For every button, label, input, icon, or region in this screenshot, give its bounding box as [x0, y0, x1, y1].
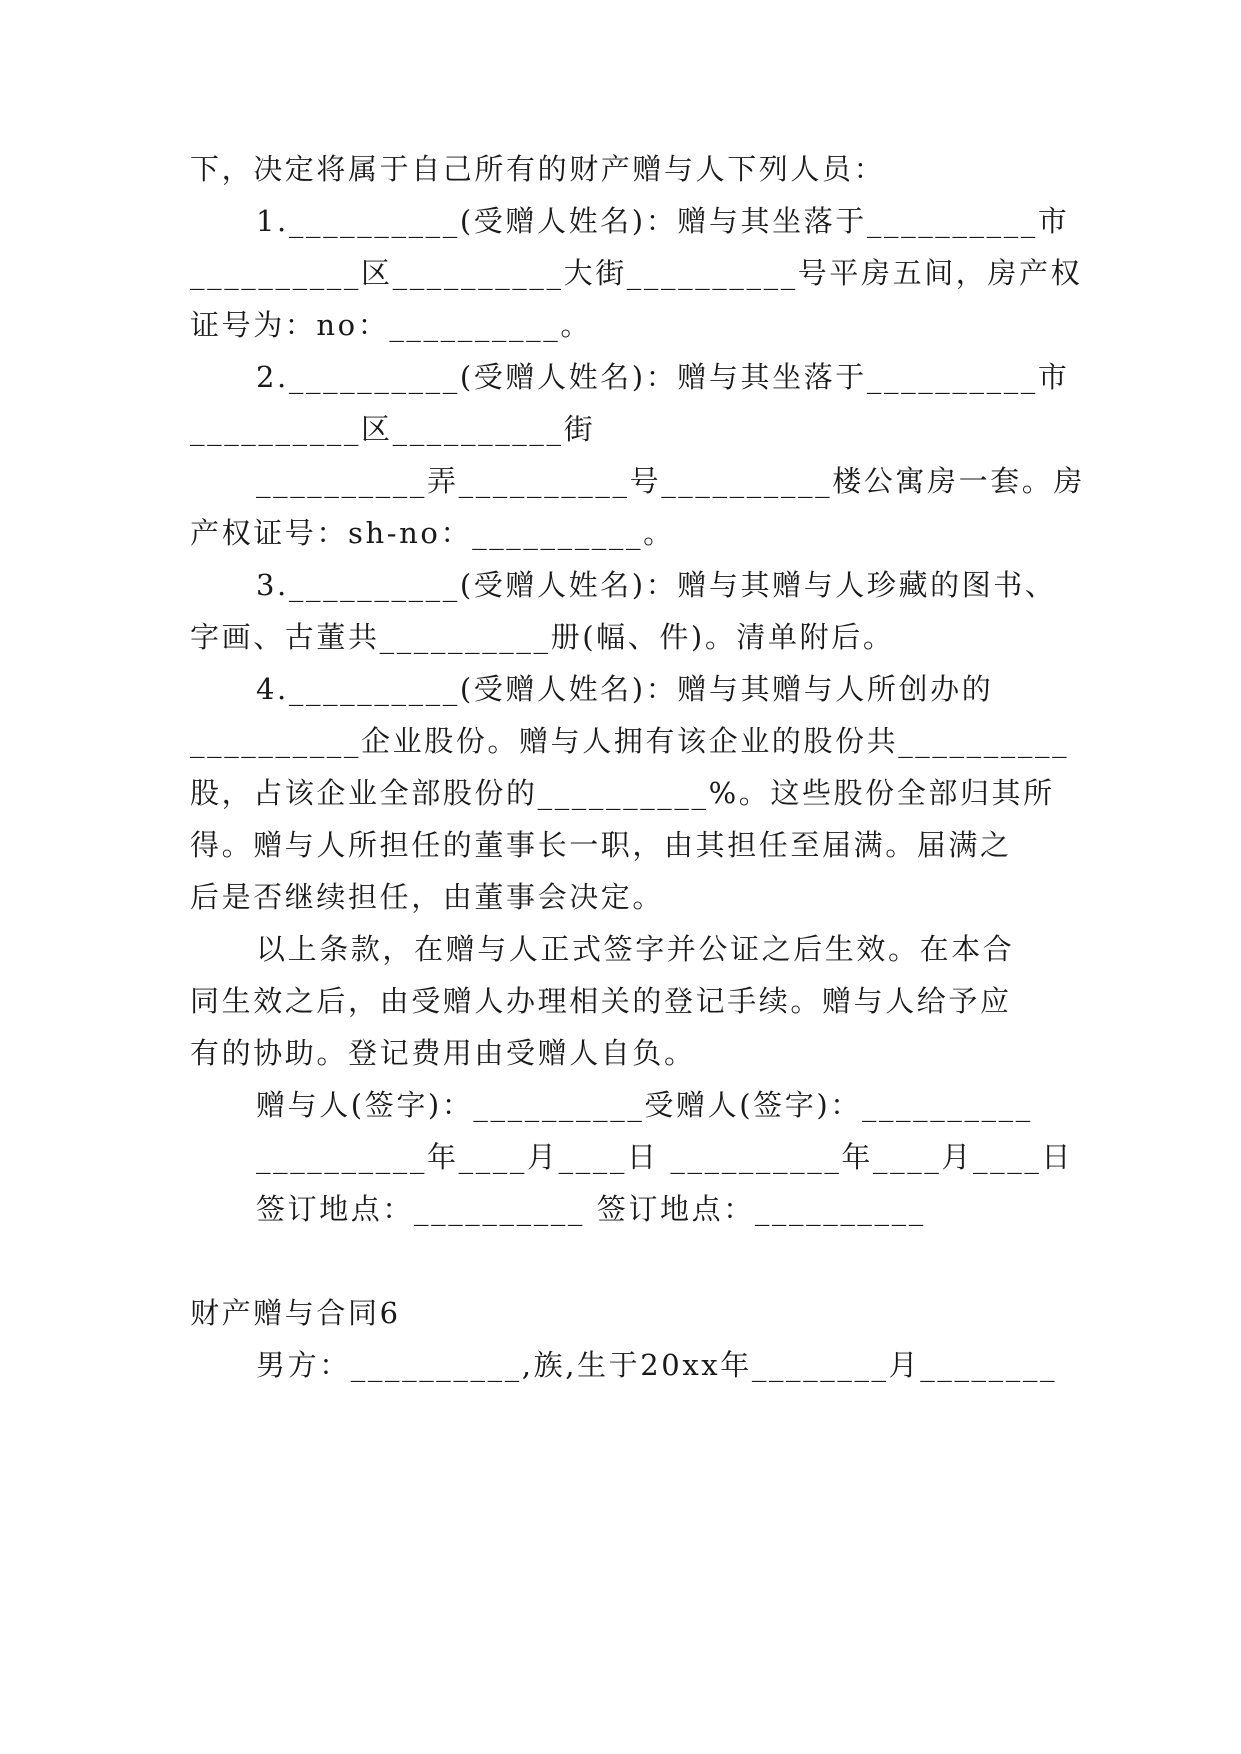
text-line: 以上条款，在赠与人正式签字并公证之后生效。在本合 — [256, 932, 1015, 966]
signature-line: 赠与人(签字)：__________受赠人(签字)：__________ — [256, 1088, 1033, 1122]
date-line: __________年____月____日 __________年____月____日 — [256, 1140, 1074, 1174]
text-line: 下，决定将属于自己所有的财产赠与人下列人员： — [190, 152, 886, 186]
text-line: __________企业股份。赠与人拥有该企业的股份共__________ — [190, 724, 1070, 758]
text-line: 同生效之后，由受赠人办理相关的登记手续。赠与人给予应 — [190, 984, 1012, 1018]
text-line: 字画、古董共__________册(幅、件)。清单附后。 — [190, 620, 895, 654]
signing-place-line: 签订地点：__________ 签订地点：__________ — [256, 1192, 926, 1226]
text-line: 证号为：no：__________。 — [190, 308, 592, 342]
text-line: 有的协助。登记费用由受赠人自负。 — [190, 1036, 696, 1070]
text-line: 2.__________(受赠人姓名)：赠与其坐落于__________市 — [256, 360, 1070, 394]
text-line: 男方：__________,族,生于20xx年________月________ — [256, 1348, 1058, 1382]
text-line: __________弄__________号__________楼公寓房一套。房 — [256, 464, 1086, 498]
section-heading: 财产赠与合同6 — [190, 1296, 401, 1330]
text-line: 后是否继续担任，由董事会决定。 — [190, 880, 665, 914]
text-line: __________区__________大街__________号平房五间，房产权 — [190, 256, 1083, 290]
text-line: __________区__________街 — [190, 412, 596, 446]
text-line: 3.__________(受赠人姓名)：赠与其赠与人珍藏的图书、 — [256, 568, 1057, 602]
text-line: 1.__________(受赠人姓名)：赠与其坐落于__________市 — [256, 204, 1070, 238]
text-line: 股，占该企业全部股份的__________%。这些股份全部归其所 — [190, 776, 1055, 810]
text-line: 得。赠与人所担任的董事长一职，由其担任至届满。届满之 — [190, 828, 1012, 862]
text-line: 产权证号：sh-no：__________。 — [190, 516, 675, 550]
text-line: 4.__________(受赠人姓名)：赠与其赠与人所创办的 — [256, 672, 994, 706]
